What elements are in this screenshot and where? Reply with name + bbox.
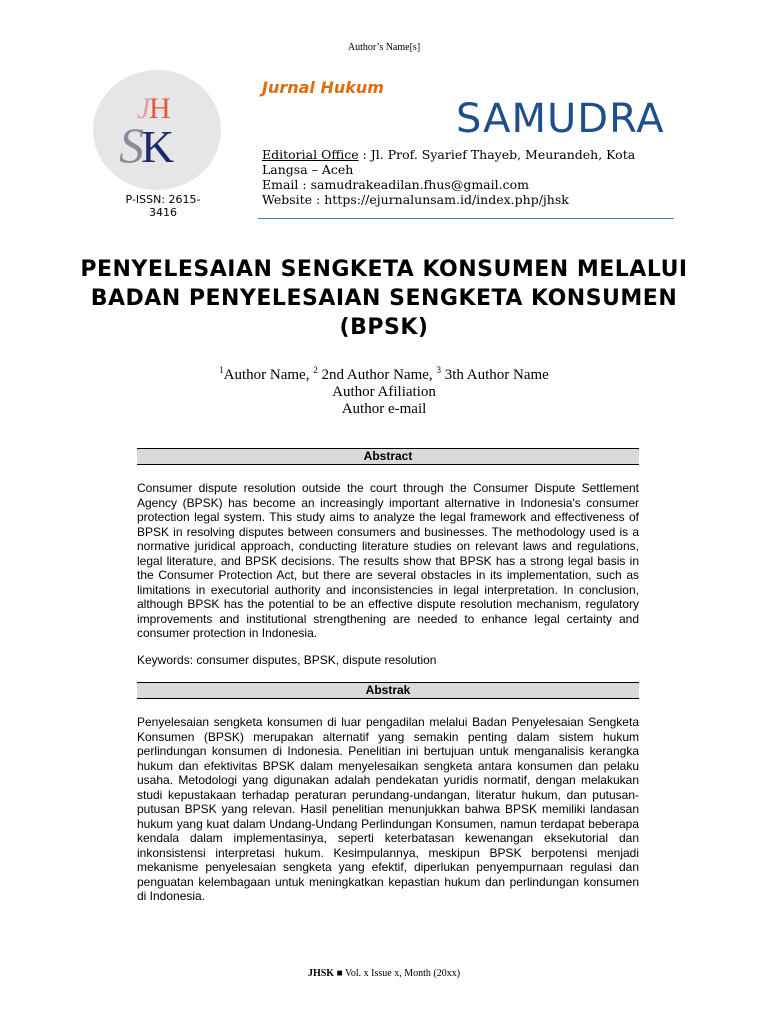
- svg-text:H: H: [149, 92, 171, 125]
- abstrak-text: Penyelesaian sengketa konsumen di luar pengadilan melalui Badan Penyelesaian Sengketa Konsumen (BPSK) merupakan alternatif yang semakin penting dalam sistem hukum perlindungan konsumen di Indonesia. Penelitian ini bertujuan untuk menganalisis kerangka hukum dan efektivitas BPSK dalam menyelesaikan sengketa antara konsumen dan pelaku usaha. Metodologi yang digunakan adalah pendekatan yuridis normatif, dengan melakukan studi kepustakaan terhadap peraturan perundang-undangan, literatur hukum, dan putusan-putusan BPSK yang relevan. Hasil penelitian menunjukkan bahwa BPSK memiliki landasan hukum yang kuat dalam Undang-Undang Perlindungan Konsumen, namun terdapat beberapa kendala dalam implementasinya, seperti keterbatasan kewenangan eksekutorial dan inkonsistensi interpretasi hukum. Kesimpulannya, meskipun BPSK berpotensi menjadi mekanisme penyelesaian sengketa yang efektif, diperlukan penyempurnaan regulasi dan penguatan kelembagaan untuk meningkatkan kepastian hukum dan perlindungan konsumen di Indonesia.: [137, 715, 639, 903]
- svg-text:K: K: [141, 121, 175, 172]
- office-email: Email : samudrakeadilan.fhus@gmail.com: [262, 177, 529, 192]
- abstrak-heading: Abstrak: [137, 682, 639, 699]
- svg-text:S: S: [119, 117, 144, 173]
- abstract-heading: Abstract: [137, 448, 639, 465]
- author-3-name: 3th Author Name: [440, 367, 549, 383]
- office-text: : Jl. Prof. Syarief Thayeb, Meurandeh, Kota Langsa – Aceh: [262, 147, 636, 177]
- author-3-sup: 3: [436, 365, 441, 375]
- svg-text:J: J: [137, 92, 151, 125]
- header-rule: [258, 218, 674, 219]
- author-2-name: 2nd Author Name,: [317, 367, 437, 383]
- jhsk-logo-mark: [93, 70, 221, 190]
- office-address: [262, 147, 662, 177]
- author-affiliation: Author Afiliation: [332, 384, 436, 400]
- office-label: Editorial Office: [262, 147, 359, 162]
- office-website: Website : https://ejurnalunsam.id/index.php/jhsk: [262, 192, 569, 207]
- article-title: PENYELESAIAN SENGKETA KONSUMEN MELALUI BADAN PENYELESAIAN SENGKETA KONSUMEN (BPSK): [80, 257, 688, 340]
- author-names: [0, 362, 768, 384]
- journal-name: SAMUDRA: [456, 96, 665, 142]
- footer-volume: Vol. x Issue x, Month (20xx): [342, 968, 461, 979]
- page-footer: [0, 968, 768, 979]
- editorial-office-block: [262, 147, 662, 207]
- footer-journal-abbr: JHSK: [307, 968, 335, 979]
- abstract-keywords: Keywords: consumer disputes, BPSK, dispute resolution: [137, 653, 437, 667]
- author-email: Author e-mail: [341, 401, 427, 417]
- author-1-sup: 1: [219, 365, 224, 375]
- journal-logo: [93, 70, 221, 190]
- footer-separator: ■: [336, 968, 343, 979]
- abstract-text: Consumer dispute resolution outside the court through the Consumer Dispute Settlement Agency (BPSK) has become an increasingly important alternative in Indonesia's consumer protection legal system. This study aims to analyze the legal framework and effectiveness of BPSK in resolving disputes between consumers and businesses. The methodology used is a normative juridical approach, conducting literature studies on relevant laws and regulations, legal literature, and BPSK decisions. The results show that BPSK has a strong legal basis in the Consumer Protection Act, but there are several obstacles in its implementation, such as limitations in executorial authority and inconsistencies in legal interpretation. In conclusion, although BPSK has the potential to be an effective dispute resolution mechanism, regulatory improvements and institutional strengthening are needed to enhance legal certainty and consumer protection in Indonesia.: [137, 481, 639, 640]
- running-head: Author’s Name[s]: [347, 42, 421, 53]
- author-1-name: Author Name,: [223, 367, 314, 383]
- author-block: [0, 362, 768, 418]
- journal-label: Jurnal Hukum: [262, 78, 384, 97]
- author-2-sup: 2: [313, 365, 318, 375]
- issn-label: P-ISSN: 2615-3416: [125, 193, 201, 219]
